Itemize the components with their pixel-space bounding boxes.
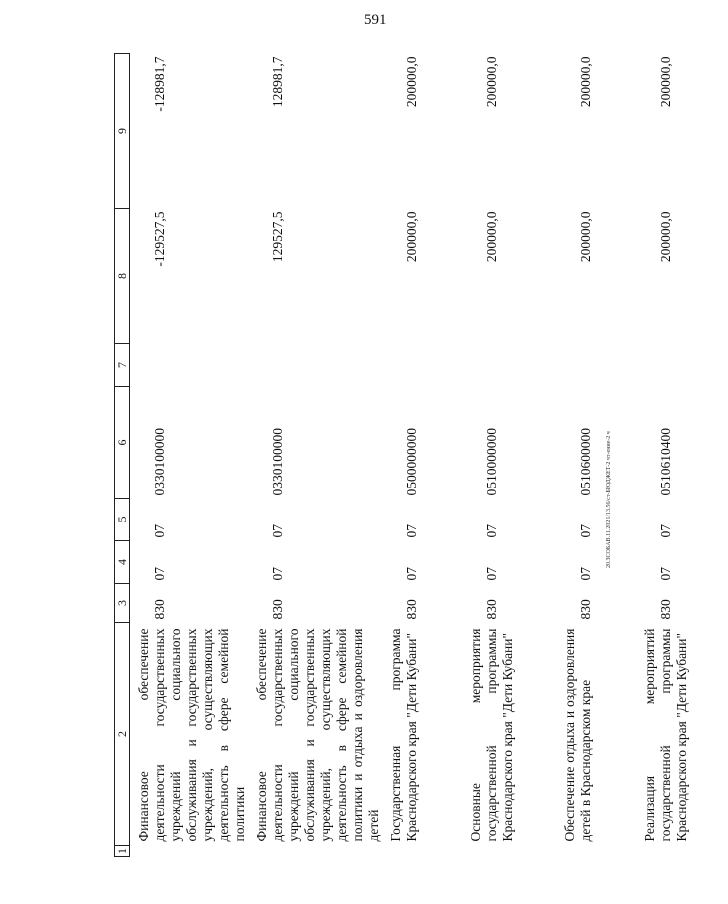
cell-ministry: 830 bbox=[152, 599, 167, 620]
row-name: Основные мероприятия государственной программы Краснодарского края "Дети Кубани" bbox=[468, 628, 515, 842]
header-cell: 3 bbox=[115, 584, 130, 623]
cell-amount-1: 200000,0 bbox=[578, 211, 593, 263]
cell-subsection: 07 bbox=[578, 524, 593, 538]
table-row bbox=[636, 54, 728, 857]
cell-section: 07 bbox=[404, 567, 419, 581]
cell-section: 07 bbox=[270, 567, 285, 581]
cell-amount-2: 200000,0 bbox=[484, 56, 499, 108]
page-number: 591 bbox=[364, 12, 387, 28]
cell-expense-type bbox=[462, 344, 556, 387]
cell-ministry: 830 bbox=[484, 599, 499, 620]
cell-amount-2: 200000,0 bbox=[404, 56, 419, 108]
cell-target-article: 0510610400 bbox=[658, 428, 673, 496]
cell-expense-type bbox=[636, 344, 728, 387]
header-row bbox=[115, 54, 130, 857]
cell-amount-1: 129527,5 bbox=[270, 211, 285, 263]
cell-amount-2: 200000,0 bbox=[658, 56, 673, 108]
side-note: 20.ЗСОБАВ.11.2021/13.56/ст-БЮДЖЕТ-2 чт-ение-2 ч bbox=[606, 431, 612, 568]
cell-ministry: 830 bbox=[404, 599, 419, 620]
cell-expense-type bbox=[248, 344, 382, 387]
cell-expense-type bbox=[556, 344, 636, 387]
cell-section: 07 bbox=[578, 567, 593, 581]
cell-amount-1: -129527,5 bbox=[152, 211, 167, 267]
table-row bbox=[248, 54, 382, 857]
table-row bbox=[382, 54, 462, 857]
header-cell: 8 bbox=[115, 209, 130, 344]
cell-subsection: 07 bbox=[270, 524, 285, 538]
cell-amount-1: 200000,0 bbox=[658, 211, 673, 263]
cell-subsection: 07 bbox=[152, 524, 167, 538]
table-row bbox=[130, 54, 249, 857]
cell-amount-1: 200000,0 bbox=[404, 211, 419, 263]
row-name: Финансовое обеспечение деятельности государственных учреждений социального обслуживания и государственных учреждений, осуществляющих деятельность в сфере семейной политики bbox=[136, 628, 247, 842]
cell-ministry: 830 bbox=[270, 599, 285, 620]
cell-expense-type bbox=[382, 344, 462, 387]
cell-target-article: 0510600000 bbox=[578, 428, 593, 496]
cell-target-article: 0500000000 bbox=[404, 428, 419, 496]
header-cell: 4 bbox=[115, 541, 130, 584]
budget-table bbox=[114, 53, 728, 857]
row-name: Обеспечение отдыха и оздоровления детей в Краснодарском крае bbox=[562, 628, 593, 842]
cell-section: 07 bbox=[658, 567, 673, 581]
cell-ministry: 830 bbox=[578, 599, 593, 620]
cell-subsection: 07 bbox=[484, 524, 499, 538]
row-name: Реализация мероприятий государственной программы Краснодарского края "Дети Кубани" bbox=[642, 628, 689, 842]
cell-amount-2: 200000,0 bbox=[578, 56, 593, 108]
cell-expense-type bbox=[130, 344, 249, 387]
table-row bbox=[556, 54, 636, 857]
header-cell: 6 bbox=[115, 387, 130, 499]
header-cell: 1 bbox=[115, 846, 130, 857]
cell-section: 07 bbox=[152, 567, 167, 581]
cell-target-article: 0510000000 bbox=[484, 428, 499, 496]
header-cell: 2 bbox=[115, 623, 130, 846]
header-cell: 9 bbox=[115, 54, 130, 209]
row-name: Финансовое обеспечение деятельности государственных учреждений социального обслуживания и государственных учреждений, осуществляющих деятельность в сфере семейной политики и отдыха и оздоровления детей bbox=[254, 628, 381, 842]
cell-amount-2: 128981,7 bbox=[270, 56, 285, 108]
cell-target-article: 0330100000 bbox=[152, 428, 167, 496]
cell-subsection: 07 bbox=[404, 524, 419, 538]
cell-section: 07 bbox=[484, 567, 499, 581]
row-name: Государственная программа Краснодарского края "Дети Кубани" bbox=[388, 628, 419, 842]
cell-amount-2: -128981,7 bbox=[152, 56, 167, 112]
header-cell: 7 bbox=[115, 344, 130, 387]
header-cell: 5 bbox=[115, 499, 130, 541]
cell-ministry: 830 bbox=[658, 599, 673, 620]
cell-target-article: 0330100000 bbox=[270, 428, 285, 496]
table-row bbox=[462, 54, 556, 857]
cell-amount-1: 200000,0 bbox=[484, 211, 499, 263]
cell-subsection: 07 bbox=[658, 524, 673, 538]
